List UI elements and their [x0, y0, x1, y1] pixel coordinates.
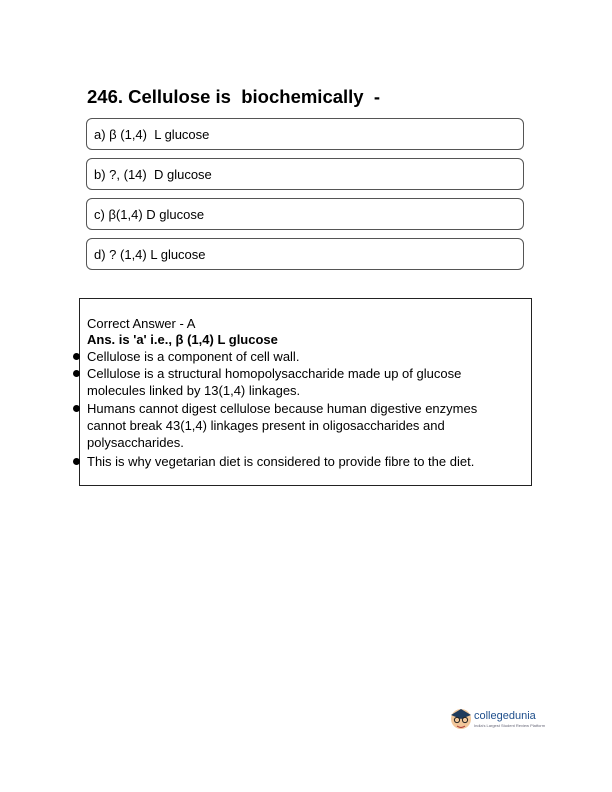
option-b-label: b) ?, (14) D glucose — [94, 167, 212, 182]
bullet-dot — [73, 353, 80, 360]
explanation-line: polysaccharides. — [87, 435, 184, 450]
option-c-label: c) β(1,4) D glucose — [94, 207, 205, 222]
option-b[interactable] — [86, 158, 524, 190]
bullet-dot — [73, 405, 80, 412]
question-title: 246. Cellulose is biochemically - — [87, 86, 381, 107]
option-d[interactable] — [86, 238, 524, 270]
explanation-line: Cellulose is a component of cell wall. — [87, 349, 300, 364]
bullet-dot — [73, 370, 80, 377]
answer-heading: Ans. is 'a' i.e., β (1,4) L glucose — [87, 332, 278, 347]
explanation-line: Humans cannot digest cellulose because human digestive enzymes — [87, 401, 478, 416]
explanation-line: cannot break 43(1,4) linkages present in oligosaccharides and — [87, 418, 445, 433]
logo-name: collegedunia — [474, 710, 536, 722]
option-d-label: d) ? (1,4) L glucose — [94, 247, 206, 262]
explanation-line: molecules linked by 13(1,4) linkages. — [87, 383, 301, 398]
correct-answer: Correct Answer - A — [87, 316, 196, 331]
explanation-line: This is why vegetarian diet is considered to provide fibre to the diet. — [87, 454, 475, 469]
explanation-line: Cellulose is a structural homopolysaccharide made up of glucose — [87, 366, 462, 381]
option-a[interactable] — [86, 118, 524, 150]
option-c[interactable] — [86, 198, 524, 230]
logo-tagline: India's Largest Student Review Platform — [474, 723, 546, 728]
option-a-label: a) β (1,4) L glucose — [94, 127, 210, 142]
bullet-dot — [73, 458, 80, 465]
